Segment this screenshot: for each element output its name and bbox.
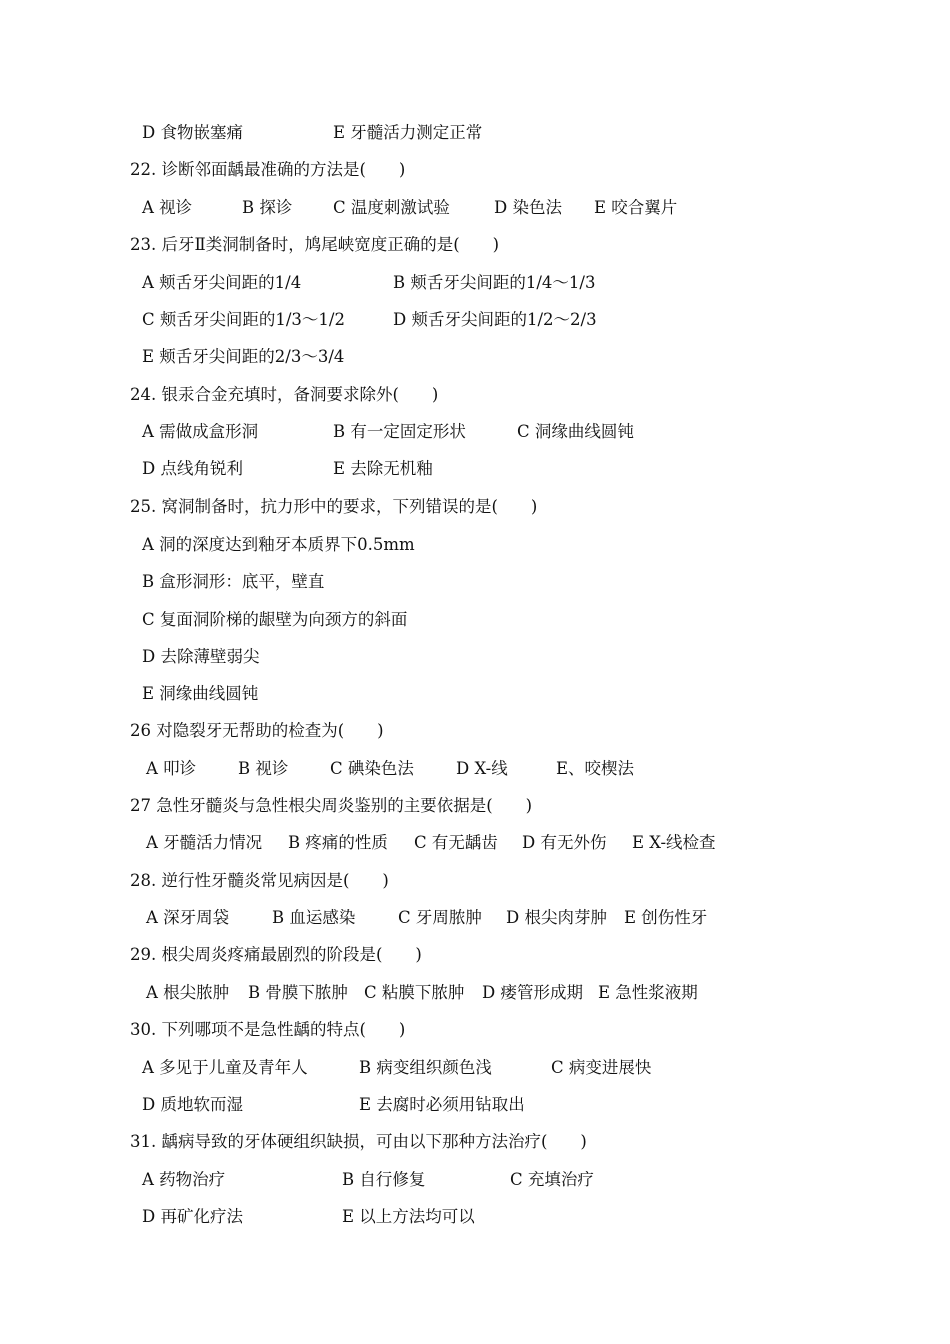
question-text: 31. 龋病导致的牙体硬组织缺损，可由以下那种方法治疗( ) <box>130 1132 587 1151</box>
option-text: B 有一定固定形状 <box>333 422 466 441</box>
option-text: B 盒形洞形：底平，壁直 <box>142 572 325 591</box>
question-text: 28. 逆行性牙髓炎常见病因是( ) <box>130 871 389 890</box>
option-text: B 颊舌牙尖间距的1/4～1/3 <box>393 273 596 292</box>
option-text: E 咬合翼片 <box>594 198 678 217</box>
question-text: 29. 根尖周炎疼痛最剧烈的阶段是( ) <box>130 945 422 964</box>
option-text: D 再矿化疗法 <box>142 1207 243 1226</box>
question-text: 30. 下列哪项不是急性龋的特点( ) <box>130 1020 406 1039</box>
option-text: B 骨膜下脓肿 <box>248 983 348 1002</box>
question-text: 24. 银汞合金充填时，备洞要求除外( ) <box>130 385 439 404</box>
option-text: D 根尖肉芽肿 <box>506 908 607 927</box>
option-text: C 牙周脓肿 <box>398 908 482 927</box>
option-text: A 牙髓活力情况 <box>146 833 263 852</box>
option-text: B 视诊 <box>238 759 289 778</box>
option-text: A 颊舌牙尖间距的1/4 <box>142 273 302 292</box>
option-text: E 去腐时必须用钻取出 <box>359 1095 525 1114</box>
option-text: E 创伤性牙 <box>624 908 708 927</box>
option-text: A 深牙周袋 <box>146 908 230 927</box>
option-text: D X-线 <box>456 759 508 778</box>
option-text: D 点线角锐利 <box>142 459 243 478</box>
option-text: B 血运感染 <box>272 908 356 927</box>
option-text: C 碘染色法 <box>330 759 414 778</box>
option-text: A 叩诊 <box>146 759 197 778</box>
option-text: D 有无外伤 <box>522 833 607 852</box>
question-text: 23. 后牙Ⅱ类洞制备时，鸠尾峡宽度正确的是( ) <box>130 235 500 254</box>
option-text: C 粘膜下脓肿 <box>364 983 465 1002</box>
option-text: D 去除薄壁弱尖 <box>142 647 260 666</box>
option-text: C 温度刺激试验 <box>333 198 450 217</box>
option-text: B 探诊 <box>242 198 293 217</box>
option-text: D 瘘管形成期 <box>482 983 583 1002</box>
question-text: 26 对隐裂牙无帮助的检查为( ) <box>130 721 384 740</box>
option-text: E 牙髓活力测定正常 <box>333 123 483 142</box>
option-text: E 颊舌牙尖间距的2/3～3/4 <box>142 347 345 366</box>
option-text: A 视诊 <box>142 198 193 217</box>
question-text: 22. 诊断邻面龋最准确的方法是( ) <box>130 160 406 179</box>
option-text: D 食物嵌塞痛 <box>142 123 243 142</box>
option-text: C 复面洞阶梯的龈壁为向颈方的斜面 <box>142 610 408 629</box>
option-text: A 需做成盒形洞 <box>142 422 259 441</box>
option-text: A 多见于儿童及青年人 <box>142 1058 308 1077</box>
option-text: B 疼痛的性质 <box>288 833 388 852</box>
option-text: A 药物治疗 <box>142 1170 226 1189</box>
option-text: D 颊舌牙尖间距的1/2～2/3 <box>393 310 597 329</box>
option-text: A 根尖脓肿 <box>146 983 230 1002</box>
option-text: E 洞缘曲线圆钝 <box>142 684 259 703</box>
option-text: D 质地软而湿 <box>142 1095 243 1114</box>
option-text: C 有无龋齿 <box>414 833 498 852</box>
option-text: C 洞缘曲线圆钝 <box>517 422 634 441</box>
option-text: C 病变进展快 <box>551 1058 652 1077</box>
option-text: E、咬楔法 <box>556 759 635 778</box>
option-text: C 充填治疗 <box>510 1170 594 1189</box>
option-text: E 急性浆液期 <box>598 983 698 1002</box>
question-text: 27 急性牙髓炎与急性根尖周炎鉴别的主要依据是( ) <box>130 796 533 815</box>
option-text: D 染色法 <box>494 198 562 217</box>
option-text: E 以上方法均可以 <box>342 1207 475 1226</box>
option-text: E 去除无机釉 <box>333 459 433 478</box>
question-text: 25. 窝洞制备时，抗力形中的要求，下列错误的是( ) <box>130 497 538 516</box>
option-text: B 病变组织颜色浅 <box>359 1058 492 1077</box>
option-text: B 自行修复 <box>342 1170 426 1189</box>
option-text: C 颊舌牙尖间距的1/3～1/2 <box>142 310 345 329</box>
option-text: A 洞的深度达到釉牙本质界下0.5mm <box>142 535 415 554</box>
option-text: E X-线检查 <box>632 833 716 852</box>
